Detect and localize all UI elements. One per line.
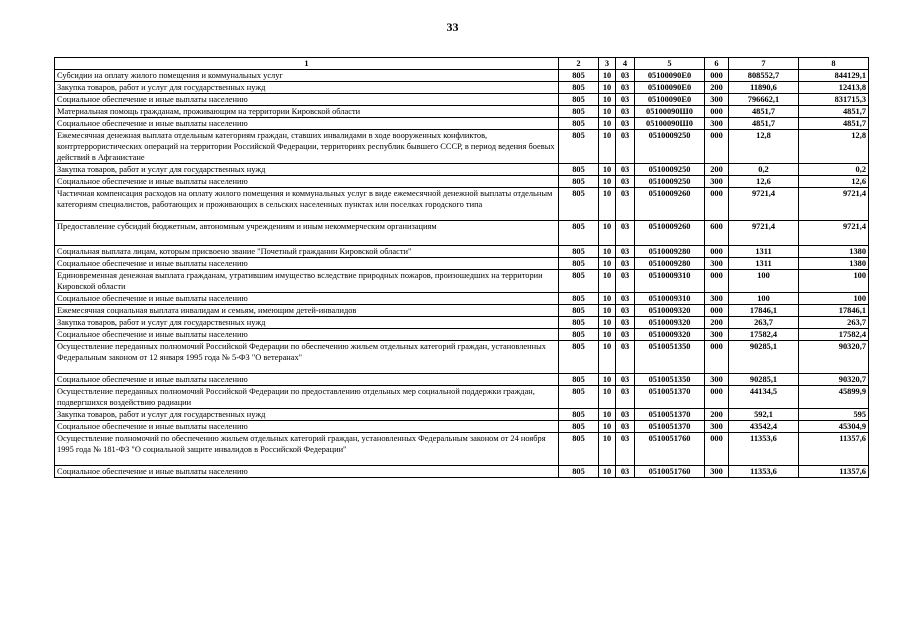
ministry-code-cell: 805: [559, 386, 599, 409]
section-code-cell: 10: [599, 341, 616, 374]
subsection-code-cell: 03: [616, 341, 635, 374]
ministry-code-cell: 805: [559, 293, 599, 305]
ministry-code-cell: 805: [559, 221, 599, 246]
expense-type-cell: 200: [705, 317, 729, 329]
ministry-code-cell: 805: [559, 106, 599, 118]
row-name-cell: Закупка товаров, работ и услуг для государственных нужд: [55, 164, 559, 176]
target-article-cell: 0510009250: [635, 176, 705, 188]
ministry-code-cell: 805: [559, 70, 599, 82]
table-row: [55, 70, 869, 82]
expense-type-cell: 300: [705, 421, 729, 433]
target-article-cell: 0510051760: [635, 466, 705, 478]
header-col-4: 4: [616, 58, 635, 70]
row-name-cell: Ежемесячная социальная выплата инвалидам и семьям, имеющим детей-инвалидов: [55, 305, 559, 317]
section-code-cell: 10: [599, 409, 616, 421]
amount-year1-cell: 12,8: [729, 130, 799, 164]
expense-type-cell: 300: [705, 329, 729, 341]
amount-year1-cell: 4851,7: [729, 118, 799, 130]
amount-year2-cell: 1380: [799, 246, 869, 258]
target-article-cell: 0510051370: [635, 421, 705, 433]
table-row: [55, 409, 869, 421]
subsection-code-cell: 03: [616, 70, 635, 82]
table-row: [55, 118, 869, 130]
row-name-cell: Социальное обеспечение и иные выплаты населению: [55, 374, 559, 386]
budget-table: [54, 57, 869, 478]
table-row: [55, 317, 869, 329]
row-name-cell: Единовременная денежная выплата гражданам, утратившим имущество вследствие природных пожаров, произошедших на территории Кировской области: [55, 270, 559, 293]
table-row: [55, 221, 869, 246]
target-article-cell: 05100090Е0: [635, 94, 705, 106]
ministry-code-cell: 805: [559, 329, 599, 341]
table-row: [55, 130, 869, 164]
row-name-cell: Ежемесячная денежная выплата отдельным категориям граждан, ставших инвалидами в ходе вооруженных конфликтов, контртеррористических операций на территории Российской Федерации, территориях республик бывшего СССР, в период ведения боевых действий в Афганистане: [55, 130, 559, 164]
expense-type-cell: 300: [705, 176, 729, 188]
target-article-cell: 0510009260: [635, 188, 705, 221]
expense-type-cell: 000: [705, 188, 729, 221]
section-code-cell: 10: [599, 374, 616, 386]
ministry-code-cell: 805: [559, 176, 599, 188]
amount-year1-cell: 11353,6: [729, 466, 799, 478]
amount-year1-cell: 11890,6: [729, 82, 799, 94]
target-article-cell: 0510009280: [635, 246, 705, 258]
expense-type-cell: 200: [705, 164, 729, 176]
expense-type-cell: 000: [705, 270, 729, 293]
expense-type-cell: 300: [705, 258, 729, 270]
amount-year2-cell: 12,8: [799, 130, 869, 164]
amount-year2-cell: 1380: [799, 258, 869, 270]
amount-year2-cell: 100: [799, 293, 869, 305]
section-code-cell: 10: [599, 246, 616, 258]
ministry-code-cell: 805: [559, 118, 599, 130]
ministry-code-cell: 805: [559, 188, 599, 221]
target-article-cell: 0510009320: [635, 305, 705, 317]
section-code-cell: 10: [599, 305, 616, 317]
target-article-cell: 05100090Ш0: [635, 118, 705, 130]
table-row: [55, 188, 869, 221]
table-row: [55, 329, 869, 341]
expense-type-cell: 000: [705, 386, 729, 409]
subsection-code-cell: 03: [616, 433, 635, 466]
target-article-cell: 0510009310: [635, 270, 705, 293]
expense-type-cell: 000: [705, 433, 729, 466]
ministry-code-cell: 805: [559, 258, 599, 270]
row-name-cell: Социальное обеспечение и иные выплаты населению: [55, 421, 559, 433]
amount-year1-cell: 1311: [729, 258, 799, 270]
amount-year1-cell: 43542,4: [729, 421, 799, 433]
row-name-cell: Социальное обеспечение и иные выплаты населению: [55, 176, 559, 188]
row-name-cell: Социальное обеспечение и иные выплаты населению: [55, 258, 559, 270]
table-row: [55, 106, 869, 118]
subsection-code-cell: 03: [616, 94, 635, 106]
header-col-8: 8: [799, 58, 869, 70]
table-row: [55, 293, 869, 305]
amount-year1-cell: 100: [729, 270, 799, 293]
header-col-2: 2: [559, 58, 599, 70]
subsection-code-cell: 03: [616, 293, 635, 305]
subsection-code-cell: 03: [616, 329, 635, 341]
section-code-cell: 10: [599, 293, 616, 305]
ministry-code-cell: 805: [559, 82, 599, 94]
amount-year2-cell: 12,6: [799, 176, 869, 188]
row-name-cell: Закупка товаров, работ и услуг для государственных нужд: [55, 409, 559, 421]
subsection-code-cell: 03: [616, 164, 635, 176]
section-code-cell: 10: [599, 433, 616, 466]
subsection-code-cell: 03: [616, 421, 635, 433]
target-article-cell: 0510051760: [635, 433, 705, 466]
expense-type-cell: 000: [705, 246, 729, 258]
row-name-cell: Частичная компенсация расходов на оплату жилого помещения и коммунальных услуг в виде ежемесячной денежной выплаты отдельным категориям специалистов, работающих и проживающих в сельских населенных пунктах или поселках городского типа: [55, 188, 559, 221]
expense-type-cell: 000: [705, 106, 729, 118]
amount-year2-cell: 9721,4: [799, 188, 869, 221]
section-code-cell: 10: [599, 188, 616, 221]
amount-year1-cell: 12,6: [729, 176, 799, 188]
target-article-cell: 0510009260: [635, 221, 705, 246]
section-code-cell: 10: [599, 221, 616, 246]
amount-year1-cell: 17846,1: [729, 305, 799, 317]
header-col-5: 5: [635, 58, 705, 70]
amount-year2-cell: 100: [799, 270, 869, 293]
section-code-cell: 10: [599, 94, 616, 106]
section-code-cell: 10: [599, 176, 616, 188]
amount-year2-cell: 90320,7: [799, 374, 869, 386]
amount-year2-cell: 595: [799, 409, 869, 421]
expense-type-cell: 000: [705, 341, 729, 374]
amount-year2-cell: 831715,3: [799, 94, 869, 106]
subsection-code-cell: 03: [616, 106, 635, 118]
target-article-cell: 0510009320: [635, 329, 705, 341]
table-row: [55, 176, 869, 188]
table-row: [55, 164, 869, 176]
expense-type-cell: 200: [705, 409, 729, 421]
amount-year2-cell: 844129,1: [799, 70, 869, 82]
subsection-code-cell: 03: [616, 221, 635, 246]
expense-type-cell: 300: [705, 94, 729, 106]
target-article-cell: 0510051370: [635, 386, 705, 409]
section-code-cell: 10: [599, 70, 616, 82]
target-article-cell: 0510051350: [635, 341, 705, 374]
ministry-code-cell: 805: [559, 409, 599, 421]
ministry-code-cell: 805: [559, 270, 599, 293]
target-article-cell: 05100090Е0: [635, 70, 705, 82]
expense-type-cell: 000: [705, 130, 729, 164]
amount-year1-cell: 808552,7: [729, 70, 799, 82]
expense-type-cell: 300: [705, 466, 729, 478]
row-name-cell: Осуществление переданных полномочий Российской Федерации по обеспечению жильем отдельных категорий граждан, установленных Федеральным законом от 12 января 1995 года № 5-ФЗ "О ветеранах": [55, 341, 559, 374]
subsection-code-cell: 03: [616, 188, 635, 221]
section-code-cell: 10: [599, 82, 616, 94]
amount-year1-cell: 4851,7: [729, 106, 799, 118]
row-name-cell: Субсидии на оплату жилого помещения и коммунальных услуг: [55, 70, 559, 82]
ministry-code-cell: 805: [559, 433, 599, 466]
amount-year1-cell: 90285,1: [729, 341, 799, 374]
subsection-code-cell: 03: [616, 118, 635, 130]
subsection-code-cell: 03: [616, 246, 635, 258]
expense-type-cell: 300: [705, 374, 729, 386]
ministry-code-cell: 805: [559, 305, 599, 317]
row-name-cell: Социальное обеспечение и иные выплаты населению: [55, 118, 559, 130]
table-row: [55, 305, 869, 317]
header-col-6: 6: [705, 58, 729, 70]
amount-year2-cell: 11357,6: [799, 433, 869, 466]
table-row: [55, 386, 869, 409]
section-code-cell: 10: [599, 317, 616, 329]
subsection-code-cell: 03: [616, 466, 635, 478]
target-article-cell: 0510009310: [635, 293, 705, 305]
target-article-cell: 05100090Ш0: [635, 106, 705, 118]
amount-year2-cell: 0,2: [799, 164, 869, 176]
amount-year2-cell: 4851,7: [799, 106, 869, 118]
subsection-code-cell: 03: [616, 374, 635, 386]
section-code-cell: 10: [599, 130, 616, 164]
amount-year1-cell: 17582,4: [729, 329, 799, 341]
table-row: [55, 374, 869, 386]
target-article-cell: 0510009250: [635, 130, 705, 164]
amount-year2-cell: 45304,9: [799, 421, 869, 433]
target-article-cell: 0510009320: [635, 317, 705, 329]
table-row: [55, 246, 869, 258]
expense-type-cell: 600: [705, 221, 729, 246]
amount-year2-cell: 12413,8: [799, 82, 869, 94]
table-row: [55, 94, 869, 106]
table-header-row: [55, 58, 869, 70]
row-name-cell: Материальная помощь гражданам, проживающим на территории Кировской области: [55, 106, 559, 118]
amount-year1-cell: 796662,1: [729, 94, 799, 106]
subsection-code-cell: 03: [616, 317, 635, 329]
table-row: [55, 82, 869, 94]
ministry-code-cell: 805: [559, 94, 599, 106]
row-name-cell: Предоставление субсидий бюджетным, автономным учреждениям и иным некоммерческим организациям: [55, 221, 559, 246]
row-name-cell: Социальное обеспечение и иные выплаты населению: [55, 293, 559, 305]
subsection-code-cell: 03: [616, 258, 635, 270]
amount-year1-cell: 9721,4: [729, 221, 799, 246]
amount-year1-cell: 263,7: [729, 317, 799, 329]
section-code-cell: 10: [599, 421, 616, 433]
amount-year2-cell: 11357,6: [799, 466, 869, 478]
row-name-cell: Социальная выплата лицам, которым присвоено звание "Почетный гражданин Кировской области": [55, 246, 559, 258]
section-code-cell: 10: [599, 164, 616, 176]
target-article-cell: 0510009280: [635, 258, 705, 270]
amount-year1-cell: 0,2: [729, 164, 799, 176]
amount-year1-cell: 9721,4: [729, 188, 799, 221]
section-code-cell: 10: [599, 466, 616, 478]
expense-type-cell: 300: [705, 293, 729, 305]
ministry-code-cell: 805: [559, 466, 599, 478]
amount-year2-cell: 45899,9: [799, 386, 869, 409]
subsection-code-cell: 03: [616, 82, 635, 94]
expense-type-cell: 000: [705, 70, 729, 82]
section-code-cell: 10: [599, 329, 616, 341]
table-row: [55, 270, 869, 293]
target-article-cell: 0510051350: [635, 374, 705, 386]
ministry-code-cell: 805: [559, 374, 599, 386]
subsection-code-cell: 03: [616, 176, 635, 188]
subsection-code-cell: 03: [616, 409, 635, 421]
table-row: [55, 466, 869, 478]
subsection-code-cell: 03: [616, 270, 635, 293]
section-code-cell: 10: [599, 386, 616, 409]
header-col-3: 3: [599, 58, 616, 70]
subsection-code-cell: 03: [616, 305, 635, 317]
amount-year1-cell: 90285,1: [729, 374, 799, 386]
row-name-cell: Закупка товаров, работ и услуг для государственных нужд: [55, 317, 559, 329]
expense-type-cell: 000: [705, 305, 729, 317]
table-body: [55, 70, 869, 478]
amount-year1-cell: 44134,5: [729, 386, 799, 409]
section-code-cell: 10: [599, 106, 616, 118]
row-name-cell: Социальное обеспечение и иные выплаты населению: [55, 466, 559, 478]
header-col-1: 1: [55, 58, 559, 70]
target-article-cell: 0510051370: [635, 409, 705, 421]
amount-year2-cell: 17846,1: [799, 305, 869, 317]
row-name-cell: Осуществление полномочий по обеспечению жильем отдельных категорий граждан, установленных Федеральным законом от 24 ноября 1995 года № 181-ФЗ "О социальной защите инвалидов в Российской Федерации": [55, 433, 559, 466]
amount-year2-cell: 90320,7: [799, 341, 869, 374]
target-article-cell: 05100090Е0: [635, 82, 705, 94]
table-row: [55, 341, 869, 374]
header-col-7: 7: [729, 58, 799, 70]
expense-type-cell: 200: [705, 82, 729, 94]
ministry-code-cell: 805: [559, 130, 599, 164]
table-row: [55, 421, 869, 433]
amount-year1-cell: 1311: [729, 246, 799, 258]
ministry-code-cell: 805: [559, 246, 599, 258]
target-article-cell: 0510009250: [635, 164, 705, 176]
amount-year2-cell: 17582,4: [799, 329, 869, 341]
amount-year2-cell: 9721,4: [799, 221, 869, 246]
subsection-code-cell: 03: [616, 386, 635, 409]
row-name-cell: Социальное обеспечение и иные выплаты населению: [55, 94, 559, 106]
subsection-code-cell: 03: [616, 130, 635, 164]
ministry-code-cell: 805: [559, 421, 599, 433]
page-number: 33: [446, 20, 459, 34]
section-code-cell: 10: [599, 118, 616, 130]
row-name-cell: Социальное обеспечение и иные выплаты населению: [55, 329, 559, 341]
table-row: [55, 258, 869, 270]
section-code-cell: 10: [599, 270, 616, 293]
row-name-cell: Закупка товаров, работ и услуг для государственных нужд: [55, 82, 559, 94]
expense-type-cell: 300: [705, 118, 729, 130]
amount-year1-cell: 100: [729, 293, 799, 305]
amount-year1-cell: 592,1: [729, 409, 799, 421]
ministry-code-cell: 805: [559, 317, 599, 329]
ministry-code-cell: 805: [559, 164, 599, 176]
amount-year2-cell: 4851,7: [799, 118, 869, 130]
amount-year1-cell: 11353,6: [729, 433, 799, 466]
table-row: [55, 433, 869, 466]
amount-year2-cell: 263,7: [799, 317, 869, 329]
ministry-code-cell: 805: [559, 341, 599, 374]
section-code-cell: 10: [599, 258, 616, 270]
row-name-cell: Осуществление переданных полномочий Российской Федерации по предоставлению отдельных мер социальной поддержки граждан, подвергшихся воздействию радиации: [55, 386, 559, 409]
